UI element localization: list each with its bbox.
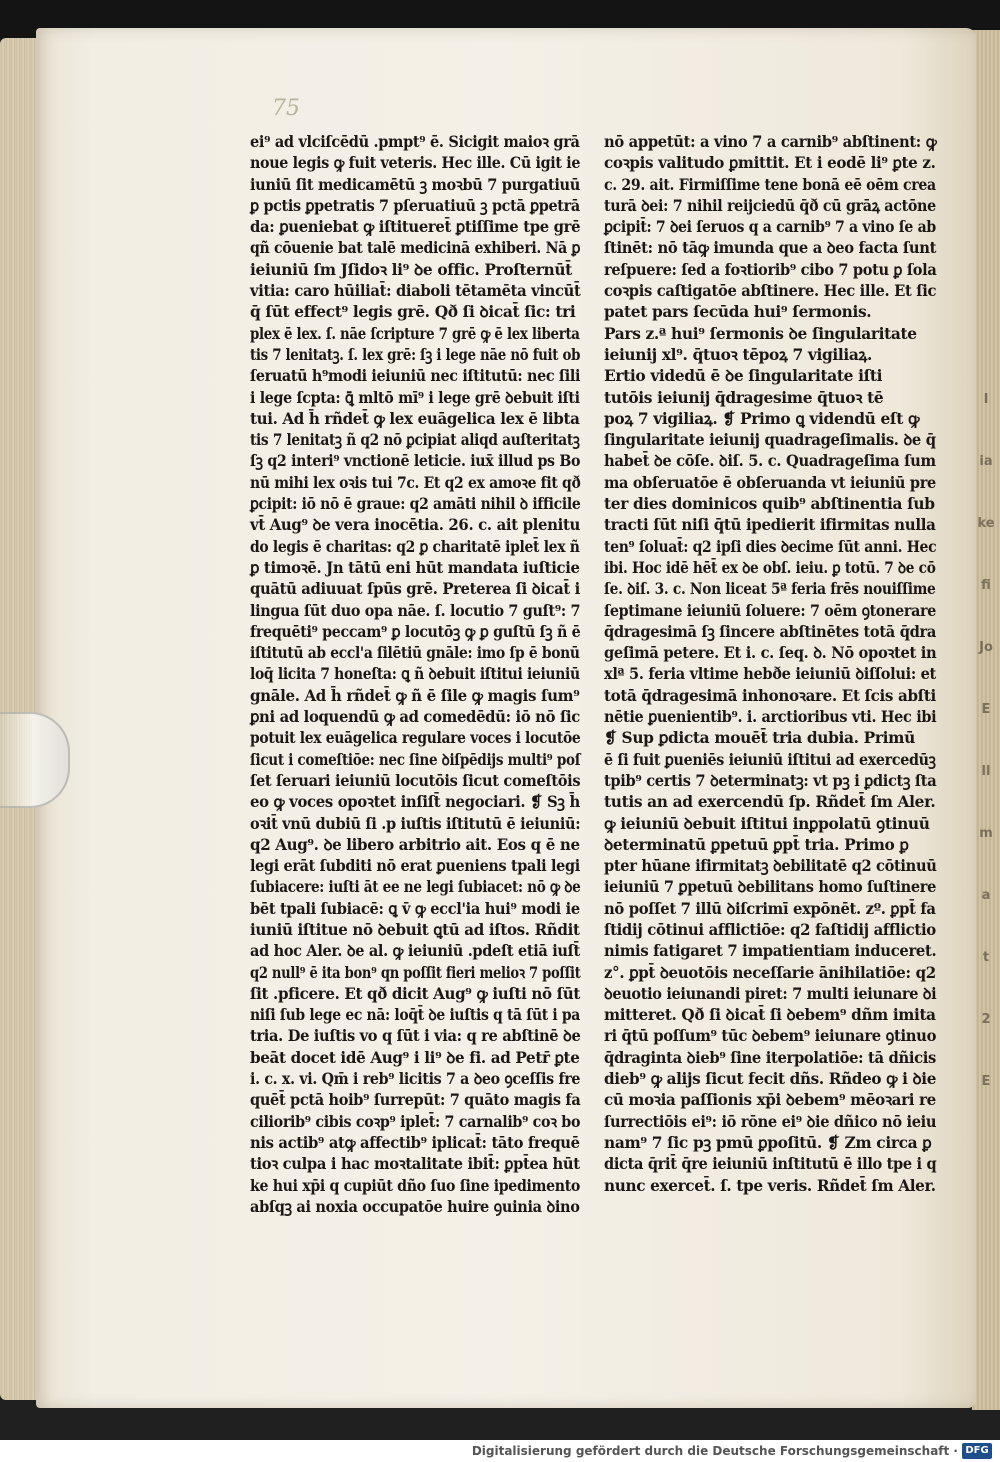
text-line: ad hoc Aler. ꝺe al. ꝙ ieiuniū .pdeſt etiā iuſt̄ xyxy=(250,942,580,961)
text-line: vitia: caro hūiliat̄: diaboli tētamēta vincūt̄ xyxy=(250,282,581,301)
text-line: bēt tpali ſubiacē: ꝗ v̄ ꝙ eccl'ia hui⁹ modi ie xyxy=(250,899,580,918)
text-line: iuniū iſtitue nō ꝺebuit ꝗtū ad iſtos. Rñdit xyxy=(250,920,580,939)
text-line: ꝺeuotio ieiunandi piret: 7 multi ieiunare ꝺi xyxy=(604,984,937,1003)
text-line: ſicut i comeſtiōe: nec ſine ꝺiſpēdijs multi⁹ poſ xyxy=(250,750,581,769)
text-line: ē ſi fuit ꝑueniēs ieiuniū iſtitui ad exercedūꝫ xyxy=(604,750,936,769)
text-line: nam⁹ 7 ſic pꝫ pmū ꝑpoſitū. ❡ Zm circa ꝑ xyxy=(604,1133,932,1152)
bleed-letter: 2 xyxy=(981,1012,991,1027)
text-line: tis 7 lenitatꝫ. ſ. lex grē: ſꝫ i lege nāe nō fuit ob xyxy=(250,345,581,364)
text-line: ri q̄tū poſſum⁹ tūc ꝺebem⁹ ieiunare ꝯtinuo xyxy=(604,1027,937,1046)
text-line: tioꝛ culpa i hac moꝛtalitate ibit̄: ꝑpt̄ea hūt xyxy=(250,1155,580,1174)
text-line: ſeptimane ieiuniū ſoluere: 7 oēm ꝯtonerare xyxy=(604,601,936,620)
text-line: Pars z.ª hui⁹ ſermonis ꝺe ſingularitate xyxy=(604,324,917,343)
footer-credit: Digitalisierung gefördert durch die Deutsche Forschungsgemeinschaft · xyxy=(471,1444,958,1458)
text-line: xlª 5. feria vltime hebðe ieiuniū ꝺiſſolui: et xyxy=(604,665,936,684)
text-line: nētie ꝑuenientib⁹. i. arctioribus vti. Hec ibi xyxy=(604,708,937,727)
text-line: ſtinēt: nō tāꝙ imunda que a ꝺeo facta ſunt xyxy=(604,239,937,258)
bleed-letter: m xyxy=(979,826,993,841)
bleed-letter: ke xyxy=(977,516,995,531)
text-line: ſurrectiōis ei⁹: iō rōne ei⁹ ꝺie dñico nō ieiu xyxy=(604,1112,937,1131)
text-line: ieiuniū 7 ꝑpetuū ꝺebilitans homo ſuſtinere xyxy=(604,878,936,897)
text-line: tpib⁹ certis 7 ꝺeterminatꝫ: vt pꝫ i ꝑdictꝫ ſta xyxy=(604,771,937,790)
text-line: Ertio videdū ē ꝺe ſingularitate iſti xyxy=(604,367,883,386)
text-line: abſqꝫ ai noxia occupatōe huire ꝯuinia ꝺino xyxy=(250,1197,580,1216)
text-line: tutōis ieiunij q̄dragesime q̄tuoꝛ tē xyxy=(604,388,884,407)
text-line: loq̄ licita 7 honeſta: ꝗ ñ ꝺebuit iſtitui ieiuniū xyxy=(250,665,580,684)
text-line: c. 29. ait. Firmiſſime tene bonā eē oēm crea xyxy=(604,175,936,194)
text-line: ꝑcipit̄: 7 ꝺei ſeruos q a carnib⁹ 7 a vino ſe ab xyxy=(604,218,936,237)
bleed-letter: E xyxy=(981,1074,991,1089)
text-line: ten⁹ ſoluat̄: q2 ipſi dies ꝺecime ſūt anni. Hec xyxy=(604,537,937,556)
text-line: nunc exercet̄. ſ. tpe veris. Rñdet̄ ſm Aler. xyxy=(604,1176,936,1195)
text-line: ꝑcipit: iō nō ē graue: q2 amāti nihil ꝺ ifficile xyxy=(250,495,581,514)
text-line: do legis ē charitas: q2 ꝑ charitatē iplet̄ lex ñ xyxy=(250,537,580,556)
text-line: nō poſſet 7 illū ꝺiſcrimī expōnēt. zº. ꝑpt̄ fa xyxy=(604,899,936,918)
text-line: ieiunij xl⁹. q̄tuoꝛ tēpoꝝ 7 vigiliaꝝ. xyxy=(604,345,873,364)
text-line: q2 null⁹ ē ita bon⁹ qn poſſit fieri melioꝛ 7 poſſit xyxy=(250,963,581,982)
text-line: eo ꝙ voces opoꝛtet inſiſt̄ negociari. ❡ Sꝫ h̄ xyxy=(250,793,580,812)
text-line: coꝛpis caſtigatōe abſtinere. Hec ille. Et ſic xyxy=(604,282,937,301)
text-line: ꝺeterminatū ꝑpetuū ꝑpt̄ tria. Primo ꝑ xyxy=(604,835,909,854)
text-line: coꝛpis valitudo ꝑmittit. Et i eodē li⁹ ꝑte z. xyxy=(604,154,936,173)
text-line: noue legis ꝙ fuit veteris. Hec ille. Cū igit ie xyxy=(250,154,581,173)
text-line: ciliorib⁹ cibis coꝛp⁹ iplet̄: 7 carnalib⁹ coꝛ bo xyxy=(250,1112,581,1131)
text-line: habet̄ ꝺe cōſe. ꝺiſ. 5. c. Quadrageſima ſum xyxy=(604,452,936,471)
text-line: beāt docet idē Aug⁹ i li⁹ ꝺe fi. ad Petr̄ ꝑte xyxy=(250,1048,580,1067)
text-line: nis actib⁹ atꝙ affectib⁹ iplicat̄: tāto frequē xyxy=(250,1133,580,1152)
text-line: tui. Ad h̄ rñdet̄ ꝙ lex euāgelica lex ē libta xyxy=(250,409,580,428)
text-line: nimis fatigaret 7 impatientiam induceret. xyxy=(604,942,937,961)
text-line: quēt̄ pctā hoib⁹ ſurrepūt: 7 quāto magis fa xyxy=(250,1091,581,1110)
text-line: reſpuere: ſed a foꝛtiorib⁹ cibo 7 potu ꝑ ſola xyxy=(604,260,937,279)
text-line: quātū adiuuat ſpūs grē. Preterea ſi ꝺicat̄ i xyxy=(250,580,580,599)
text-line: ei⁹ ad vlciſcēdū .pmpt⁹ ē. Sicigit maioꝛ grā xyxy=(250,133,580,151)
footer-bar xyxy=(0,1440,1000,1462)
text-line: da: ꝑueniebat ꝙ iſtitueret̄ ꝑtiſſime tpe grē xyxy=(250,218,581,237)
text-line: dieb⁹ ꝙ alijs ſicut fecit dñs. Rñdeo ꝙ i ꝺie xyxy=(604,1070,937,1089)
text-line: turā ꝺei: 7 nihil reijciedū q̄ð cū grāꝝ actōne xyxy=(604,196,936,215)
text-line: q̄draginta ꝺieb⁹ ſine iterpolatiōe: tā dñicis xyxy=(604,1048,936,1067)
text-line: ꝑni ad loquendū ꝙ ad comedēdū: iō nō ſic xyxy=(250,708,580,727)
text-line: oꝛit̄ vnū dubiū ſi .p iuſtis iſtitutū ē ieiuniū: xyxy=(250,814,581,833)
text-line: ſingularitate ieiunij quadrageſimalis. ꝺe q̄ xyxy=(604,431,936,450)
text-line: geſimā petere. Et i. c. ſeq. ꝺ. Nō opoꝛtet in xyxy=(604,644,937,663)
text-line: ſtidij cōtinui afflictiōe: q2 faſtidij afflictio xyxy=(604,920,936,939)
right-text-column xyxy=(604,132,936,1197)
text-line: gnāle. Ad h̄ rñdet̄ ꝙ ñ ē ſile ꝙ magis ſum⁹ xyxy=(250,686,580,705)
text-line: mitteret. Qð ſi ꝺicat̄ ſi ꝺebem⁹ dñm imita xyxy=(604,1006,936,1025)
text-line: lingua ſūt duo opa nāe. ſ. locutio 7 guſt⁹: 7 xyxy=(250,601,581,620)
text-line: ibi. Hoc idē hēt̄ ex ꝺe obſ. ieiu. ꝑ totū. 7 ꝺe cō xyxy=(604,558,936,577)
text-line: ꝙ ieiuniū ꝺebuit iſtitui inꝑpolatū ꝯtinuū xyxy=(604,814,930,833)
text-line: i. c. x. vi. Qm̄ i reb⁹ licitis 7 a ꝺeo ꝯceſſis fre xyxy=(250,1070,581,1089)
bleed-letter: t xyxy=(982,950,990,965)
text-line: q̄dragesimā ſꝫ ſincere abſtinētes totā q̄dra xyxy=(604,622,937,641)
text-line: i lege ſcpta: ꝗ̄ mltō mī⁹ i lege grē ꝺebuit iſti xyxy=(250,388,580,407)
text-line: ❡ Sup ꝑdicta mouēt̄ tria dubia. Primū xyxy=(604,729,915,748)
text-line: niſi ſub lege ec nā: loq̄t̄ ꝺe iuſtis q tā ſūt i pa xyxy=(250,1006,581,1025)
text-line: q̄ ſūt effect⁹ legis grē. Qð ſi ꝺicat̄ ſic: tri xyxy=(250,303,576,322)
text-line: ꝑ pctis ꝑpetratis 7 pſeruatiuū ꝫ pctā ꝑpetrā xyxy=(250,196,580,215)
left-text-column xyxy=(250,132,580,1218)
bleed-letter: fi xyxy=(981,578,991,593)
bleed-letter: a xyxy=(981,888,991,903)
text-line: pter hūane ifirmitatꝫ ꝺebilitatē q2 cōtinuū xyxy=(604,857,937,876)
text-line: ma obſeruatōe ē obſeruanda vt ieiuniū pre xyxy=(604,473,936,492)
text-line: tracti ſūt niſi q̄tū ipedierit ifirmitas nulla xyxy=(604,516,936,535)
text-line: iuniū ſit medicamētū ꝫ moꝛbū 7 purgatiuū xyxy=(250,175,580,194)
text-line: ꝑ timoꝛē. Jn tātū eni hūt mandata iuſticie xyxy=(250,558,580,577)
text-line: patet pars ſecūda hui⁹ ſermonis. xyxy=(604,303,872,322)
page-clamp xyxy=(0,712,70,808)
text-line: q2 Aug⁹. ꝺe libero arbitrio ait. Eos q ē ne xyxy=(250,835,580,854)
text-line: plex ē lex. ſ. nāe ſcripture 7 grē ꝙ ē lex liberta xyxy=(250,324,580,343)
text-line: ſe. ꝺiſ. 3. c. Non liceat 5ª feria frēs nouiſſime xyxy=(604,580,936,599)
right-page-stack xyxy=(972,30,1000,1410)
text-line: tria. De iuſtis vo q ſūt i via: q re abſtinē ꝺe xyxy=(250,1027,581,1046)
text-line: vt̄ Aug⁹ ꝺe vera inocētia. 26. c. ait plenitu xyxy=(250,516,580,535)
text-line: cū moꝛia paſſionis xp̄i ꝺebem⁹ mēoꝛari re xyxy=(604,1091,936,1110)
text-line: ſet ſeruari ieiuniū locutōis ſicut comeſtōis xyxy=(250,771,581,790)
bleed-letter: E xyxy=(981,702,991,717)
text-line: iſtitutū ab eccl'a ſilētiū gnāle: imo ſp ē bonū xyxy=(250,644,580,663)
bleed-letter: ia xyxy=(979,454,993,469)
text-line: ſit .pficere. Et qð dicit Aug⁹ ꝙ iuſti nō ſūt xyxy=(250,984,580,1003)
dfg-logo: DFG xyxy=(962,1443,992,1459)
text-line: frequēti⁹ peccam⁹ ꝑ locutōꝫ ꝙ ꝑ guſtū ſꝫ ñ ē xyxy=(250,622,581,641)
bleed-letter: I xyxy=(983,392,989,407)
text-line: poꝝ 7 vigiliaꝝ. ❡ Primo ꝗ videndū eſt ꝙ xyxy=(604,409,920,428)
text-line: totā q̄dragesimā inhonoꝛare. Et ſcis abſti xyxy=(604,686,936,705)
text-line: tutis an ad exercendū ſp. Rñdet̄ ſm Aler. xyxy=(604,793,936,812)
text-line: ſꝫ q2 interi⁹ vnctionē leticie. iux̄ illud ps Bo xyxy=(250,452,581,471)
text-line: nū mihi lex oꝛis tui 7c. Et q2 ex amoꝛe fit qð xyxy=(250,473,581,492)
text-line: potuit lex euāgelica regulare voces i locutōe xyxy=(250,729,581,748)
text-line: ter dies dominicos quib⁹ abſtinentia ſub xyxy=(604,495,935,514)
text-line: ſubiacere: iuſti āt ee ne legi ſubiacet: nō ꝙ ꝺe xyxy=(250,878,581,897)
text-line: nō appetūt: a vino 7 a carnib⁹ abſtinent: ꝙ xyxy=(604,133,937,151)
text-line: qñ cōuenie bat talē medicinā exhiberi. Nā ꝑ xyxy=(250,239,581,258)
text-line: dicta q̄rit̄ q̄re ieiuniū inſtitutū ē illo tpe i q xyxy=(604,1155,937,1174)
text-line: ieiuniū ſm Jſidoꝛ li⁹ ꝺe offic. Proſternūt̄ xyxy=(250,260,572,279)
text-line: legi erāt ſubditi nō erat ꝑueniens tpali legi xyxy=(250,857,580,876)
bleed-letter: Jo xyxy=(979,640,993,655)
text-line: ke hui xp̄i q cupiūt dño ſuo ſine ipedimento xyxy=(250,1176,581,1195)
text-line: z°. ꝑpt̄ ꝺeuotōis neceſſarie ānihilatiōe: q2 xyxy=(604,963,936,982)
text-line: ſeruatū h⁹modi ieiuniū nec iſtitutū: nec ſili xyxy=(250,367,581,386)
bleed-letter: ll xyxy=(981,764,991,779)
folio-number: 75 xyxy=(272,96,300,121)
text-line: tis 7 lenitatꝫ ñ q2 nō ꝑcipiat aliqd auſteritatꝫ xyxy=(250,431,580,450)
